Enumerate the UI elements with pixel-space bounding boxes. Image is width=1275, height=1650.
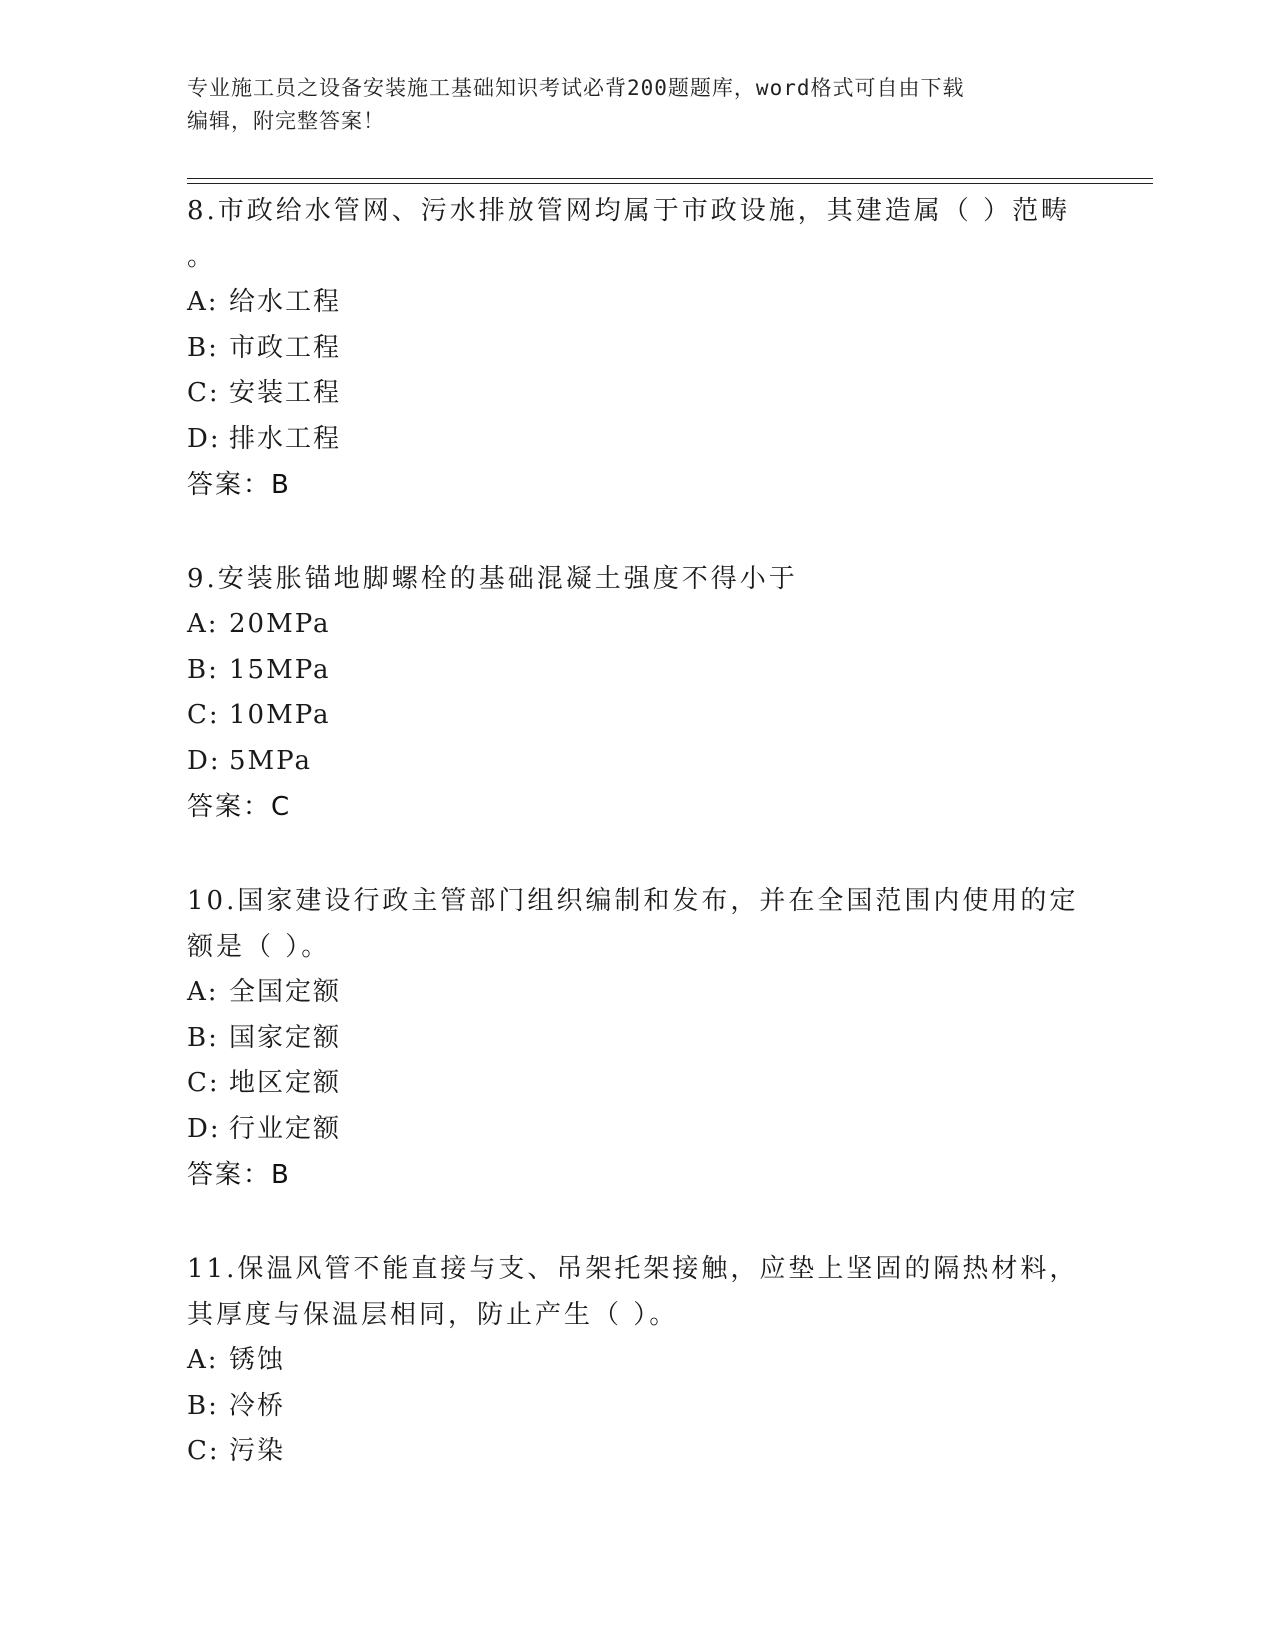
option-letter: A: bbox=[187, 287, 219, 317]
question-list bbox=[187, 188, 1087, 1475]
option-b bbox=[187, 1016, 1087, 1062]
option-text: 国家定额 bbox=[229, 1022, 342, 1053]
option-letter: A: bbox=[187, 977, 219, 1007]
question-stem: 10.国家建设行政主管部门组织编制和发布，并在全国范围内使用的定 bbox=[187, 886, 1079, 916]
option-letter: B: bbox=[187, 654, 219, 685]
option-a bbox=[187, 970, 1087, 1016]
question-stem: 9.安装胀锚地脚螺栓的基础混凝土强度不得小于 bbox=[187, 564, 798, 594]
option-c bbox=[187, 1061, 1087, 1107]
option-text: 20MPa bbox=[229, 609, 331, 639]
option-letter: B: bbox=[187, 1022, 219, 1053]
option-letter: C: bbox=[187, 378, 220, 408]
option-letter: D: bbox=[187, 745, 221, 776]
question-stem-continued: 。 bbox=[187, 242, 217, 272]
option-letter: D: bbox=[187, 423, 221, 454]
document-header bbox=[187, 72, 1067, 138]
option-b bbox=[187, 648, 1087, 694]
question-stem: 8.市政给水管网、污水排放管网均属于市政设施，其建造属（ ）范畴 bbox=[187, 196, 1071, 226]
option-letter: C: bbox=[187, 1068, 220, 1098]
option-a bbox=[187, 1338, 1087, 1384]
question-spacer bbox=[187, 1198, 1087, 1246]
option-text: 全国定额 bbox=[229, 977, 342, 1007]
question-stem-continued: 额是（ ）。 bbox=[187, 932, 331, 962]
option-a bbox=[187, 280, 1087, 326]
question-9 bbox=[187, 556, 1087, 830]
option-c bbox=[187, 371, 1087, 417]
answer-line: 答案：B bbox=[187, 470, 291, 500]
answer-line: 答案：C bbox=[187, 792, 292, 822]
option-text: 行业定额 bbox=[229, 1113, 342, 1144]
option-c bbox=[187, 693, 1087, 739]
option-text: 安装工程 bbox=[229, 378, 342, 408]
question-11 bbox=[187, 1246, 1087, 1475]
header-divider-bottom bbox=[187, 183, 1153, 184]
question-stem: 11.保温风管不能直接与支、吊架托架接触，应垫上坚固的隔热材料， bbox=[187, 1254, 1079, 1284]
option-text: 5MPa bbox=[229, 745, 312, 776]
option-d bbox=[187, 739, 1087, 785]
option-letter: D: bbox=[187, 1113, 221, 1144]
header-line-1: 专业施工员之设备安装施工基础知识考试必背200题题库，word格式可自由下载 bbox=[187, 76, 965, 100]
option-text: 15MPa bbox=[229, 654, 331, 685]
header-line-2: 编辑，附完整答案！ bbox=[187, 109, 385, 133]
option-text: 市政工程 bbox=[229, 332, 342, 363]
question-8 bbox=[187, 188, 1087, 508]
option-text: 10MPa bbox=[229, 700, 331, 730]
option-text: 锈蚀 bbox=[229, 1345, 286, 1375]
option-text: 给水工程 bbox=[229, 287, 342, 317]
option-a bbox=[187, 602, 1087, 648]
option-text: 污染 bbox=[229, 1436, 286, 1466]
question-spacer bbox=[187, 830, 1087, 878]
header-divider-top bbox=[187, 178, 1153, 179]
option-letter: C: bbox=[187, 1436, 220, 1466]
option-d bbox=[187, 417, 1087, 463]
option-text: 冷桥 bbox=[229, 1390, 286, 1421]
option-letter: C: bbox=[187, 700, 220, 730]
question-10 bbox=[187, 878, 1087, 1198]
option-letter: B: bbox=[187, 1390, 219, 1421]
option-text: 排水工程 bbox=[229, 423, 342, 454]
option-d bbox=[187, 1107, 1087, 1153]
option-letter: A: bbox=[187, 1345, 219, 1375]
question-spacer bbox=[187, 508, 1087, 556]
option-letter: B: bbox=[187, 332, 219, 363]
option-letter: A: bbox=[187, 609, 219, 639]
option-c bbox=[187, 1429, 1087, 1475]
answer-line: 答案：B bbox=[187, 1160, 291, 1190]
option-b bbox=[187, 326, 1087, 372]
question-stem-continued: 其厚度与保温层相同，防止产生（ ）。 bbox=[187, 1300, 679, 1330]
option-text: 地区定额 bbox=[229, 1068, 342, 1098]
option-b bbox=[187, 1384, 1087, 1430]
